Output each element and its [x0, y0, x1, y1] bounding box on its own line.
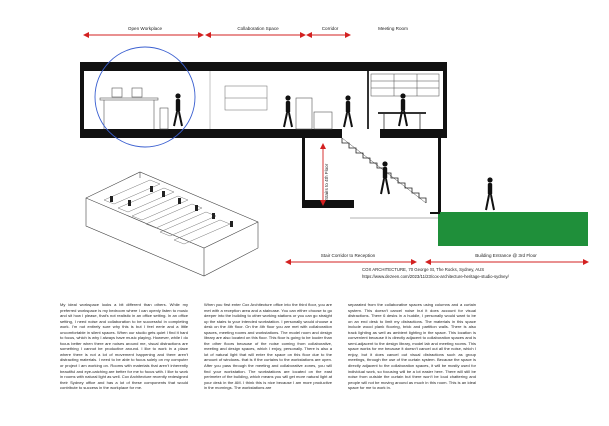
- label-open-workplace: Open Workplace: [127, 26, 163, 31]
- person-icon: [284, 95, 292, 127]
- person-icon: [381, 161, 389, 194]
- credit-source-url: https://www.dezeen.com/2023/11/23/cox-architecture-heritage-studio-sydney/: [362, 274, 509, 279]
- label-building-entrance: Building Entrance @ 3rd Floor: [475, 253, 537, 258]
- label-meeting-room: Meeting Room: [378, 26, 408, 31]
- essay-column-1: My ideal workspace looks a bit different than others. While my preferred workspace is my bedroom where I can openly listen to music and sit how I please, that's not realistic in an office setting. In an office setting, I need noise and collaboration to be successful in completing work. I'm not entirely sure why this is but I feel eerie and a little uncomfortable in silent spaces. When our studio gets quiet I find it hard to focus, which is why I always have music playing. However, while I do focus better when there are noises around me, visual distractions are something I cannot be productive around. I like to work in a place where there is not a lot of movement happening and there aren't distracting materials. I need to be able to focus solely on my computer or project I am working on. Rooms with materials that aren't inherently beautiful and eye-catching are better for me to focus with. I like to work in rooms with natural light as well. Cox Architecture recently redesigned their Sydney office and has a lot of these components that would contribute to success in the workplace for me.: [60, 302, 188, 391]
- person-icon: [399, 93, 407, 126]
- workstation-furniture: [100, 88, 168, 129]
- person-icon: [486, 177, 494, 210]
- credit-firm-address: COX ARCHITECTURE, 70 George St, The Rocks, Sydney, AUS: [362, 267, 485, 272]
- person-icon: [344, 95, 352, 127]
- isometric-floor-plan: [86, 172, 258, 276]
- label-stairs-to-4th-floor: Stairs to 4th Floor: [324, 163, 329, 200]
- label-stair-corridor: Stair Corridor to Reception: [320, 253, 376, 258]
- person-icon: [174, 93, 182, 126]
- essay-column-3: separated from the collaborative spaces using columns and a curtain system. This doesn't cancel noise but it does account for visual distractions. There 6 desks in a huddle, I personally would want to be on an end desk to limit my distractions. The materials in this space include wood plank flooring, brick and partition walls. There is also track lighting as well as ambient lighting in the space. This location is convenient because it is directly adjacent to collaboration spaces and is semi-adjacent to the design library, model lab and meeting rooms. This space works for me because it doesn't cancel out all the noise, which I enjoy, but it does cancel out visual distractions such as group meetings, through the use of the curtain system. Because the space is directly adjacent to the collaboration spaces, it will be mostly used for individual work, so focusing will be a lot easier here. There will still be noise from outside the curtain but there won't be loud chattering and people will not be moving around as much in this room. This is an ideal space for me to work in.: [348, 302, 477, 391]
- label-collaboration-space: Collaboration Space: [237, 26, 279, 31]
- lower-floor: [302, 138, 588, 246]
- label-corridor: Corridor: [321, 26, 339, 31]
- essay-column-2: When you first enter Cox Architecture office into the third floor, you are met with a reception area and a staircase. You can either choose to go deeper into the building to other working stations or you can go straight up the stairs to your intended workstation. I personally would choose a desk on the 4th floor. On the 4th floor you are met with collaboration spaces, meeting rooms and workstations. The model room and design library are also located on this floor. This floor is going to be louder than the other floors because of the noise coming from collaborative, meeting and design spaces, which I enjoy, personally. There is also a lot of natural light that will enter the space on this floor due to the amount of windows- that is if the curtains to the workstations are open. After you pass through the meeting and collaborative zones, you will find your workstation. The workstations are located on the east perimeter of the building, which means you will get more natural light at your desk in the AM. I think this is nice because I am more productive in the mornings. The workstations are: [204, 302, 332, 391]
